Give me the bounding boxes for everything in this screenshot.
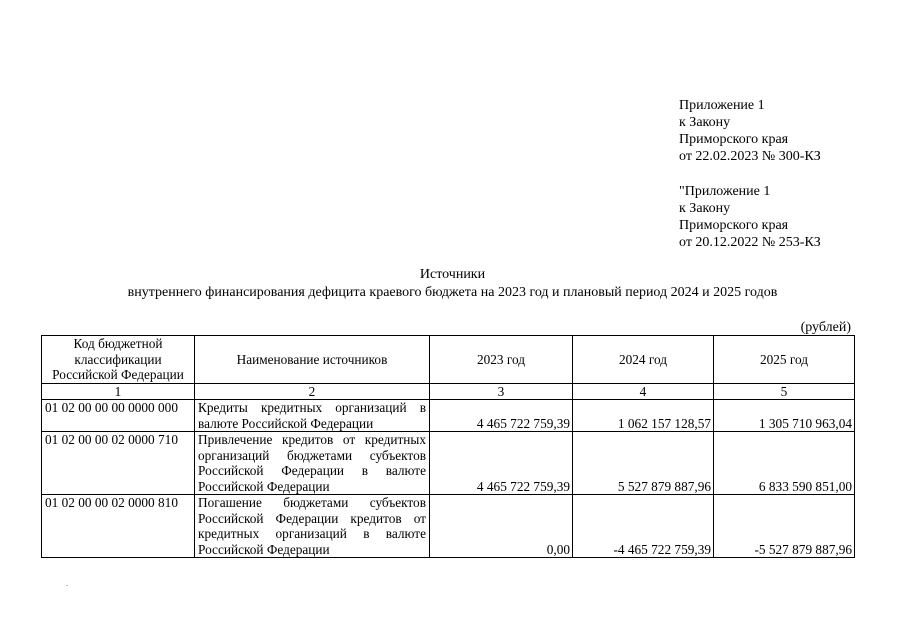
amount-2023: 4 465 722 759,39 [430,400,573,432]
appendix-reference-previous [679,183,821,251]
amount-2024: 1 062 157 128,57 [573,400,714,432]
header-code: Код бюджетной классификации Российской Федерации [42,336,195,384]
table-row [42,432,855,495]
table-header-row [42,336,855,384]
column-number: 5 [714,383,855,400]
unit-label: (рублей) [800,320,851,335]
amount-2024: 5 527 879 887,96 [573,432,714,495]
appendix-reference-current [679,97,821,165]
table-row [42,495,855,558]
header-2024: 2024 год [573,336,714,384]
source-name: Погашение бюджетами субъектов Российской Федерации кредитов от кредитных организаций в валюте Российской Федерации [195,495,430,558]
column-number: 2 [195,383,430,400]
source-name: Кредиты кредитных организаций в валюте Российской Федерации [195,400,430,432]
budget-sources-table [41,335,855,558]
classification-code: 01 02 00 00 02 0000 710 [42,432,195,495]
title-line-2: внутреннего финансирования дефицита краевого бюджета на 2023 год и плановый период 2024 и 2025 годов [127,285,778,300]
title-line-1: Источники [419,267,486,282]
appendix-line: к Закону [679,201,731,216]
appendix-line: к Закону [679,115,731,130]
amount-2025: 6 833 590 851,00 [714,432,855,495]
appendix-line: от 22.02.2023 № 300-КЗ [679,149,821,164]
amount-2023: 4 465 722 759,39 [430,432,573,495]
amount-2025: -5 527 879 887,96 [714,495,855,558]
header-2025: 2025 год [714,336,855,384]
header-2023: 2023 год [430,336,573,384]
amount-2023: 0,00 [430,495,573,558]
amount-2025: 1 305 710 963,04 [714,400,855,432]
appendix-line: Приморского края [679,218,789,233]
appendix-line: Приморского края [679,132,789,147]
column-number: 4 [573,383,714,400]
column-number-row [42,383,855,400]
column-number: 1 [42,383,195,400]
header-name: Наименование источников [195,336,430,384]
amount-2024: -4 465 722 759,39 [573,495,714,558]
appendix-line: от 20.12.2022 № 253-КЗ [679,235,821,250]
table-row [42,400,855,432]
scan-speck [66,585,68,586]
column-number: 3 [430,383,573,400]
source-name: Привлечение кредитов от кредитных организаций бюджетами субъектов Российской Федерации в валюте Российской Федерации [195,432,430,495]
classification-code: 01 02 00 00 00 0000 000 [42,400,195,432]
classification-code: 01 02 00 00 02 0000 810 [42,495,195,558]
appendix-line: "Приложение 1 [679,184,771,199]
appendix-line: Приложение 1 [679,98,765,113]
document-title [0,266,905,302]
